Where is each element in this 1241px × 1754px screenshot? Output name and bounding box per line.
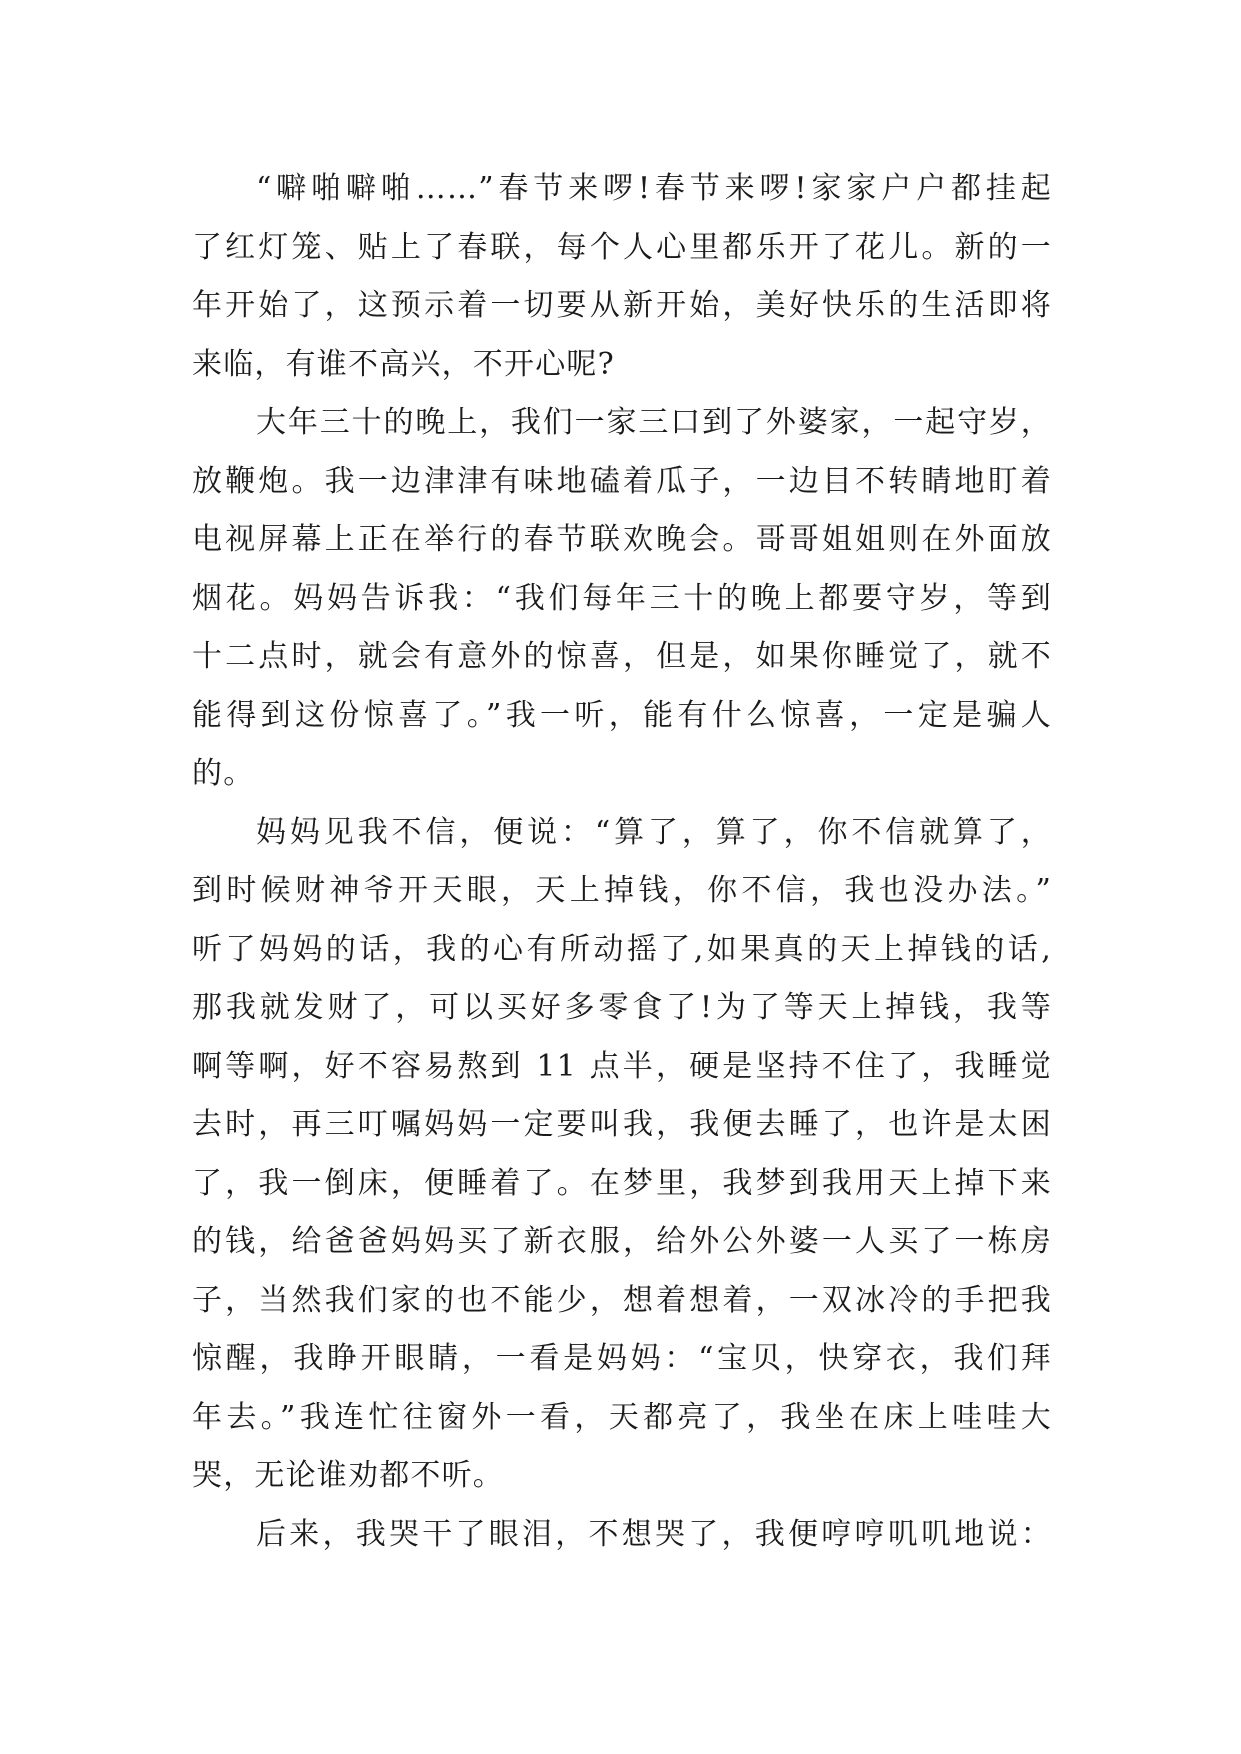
paragraph-1	[192, 160, 1052, 394]
paragraph-line: 十二点时，就会有意外的惊喜，但是，如果你睡觉了，就不	[192, 639, 1052, 674]
paragraph-line: 了红灯笼、贴上了春联，每个人心里都乐开了花儿。新的一	[192, 229, 1052, 265]
paragraph-line: 子，当然我们家的也不能少，想着想着，一双冰冷的手把我	[192, 1282, 1052, 1318]
paragraph-line: 去时，再三叮嘱妈妈一定要叫我，我便去睡了，也许是太困	[192, 1107, 1052, 1142]
paragraph-line: 了，我一倒床，便睡着了。在梦里，我梦到我用天上掉下来	[192, 1165, 1052, 1201]
paragraph-line: 啊等啊，好不容易熬到 11 点半，硬是坚持不住了，我睡觉	[192, 1048, 1052, 1084]
paragraph-4	[192, 1506, 1052, 1565]
paragraph-line: 哭，无论谁劝都不听。	[192, 1458, 504, 1493]
paragraph-line: 那我就发财了，可以买好多零食了!为了等天上掉钱，我等	[192, 990, 1052, 1025]
paragraph-2	[192, 394, 1052, 804]
paragraph-line: 惊醒，我睁开眼睛，一看是妈妈：“宝贝，快穿衣，我们拜	[192, 1341, 1052, 1376]
paragraph-line: 能得到这份惊喜了。”我一听，能有什么惊喜，一定是骗人	[192, 697, 1052, 733]
paragraph-line: 烟花。妈妈告诉我：“我们每年三十的晚上都要守岁，等到	[192, 580, 1052, 616]
paragraph-line: 年去。”我连忙往窗外一看，天都亮了，我坐在床上哇哇大	[192, 1399, 1052, 1435]
paragraph-line: 放鞭炮。我一边津津有味地磕着瓜子，一边目不转睛地盯着	[192, 463, 1052, 499]
paragraph-line: “噼啪噼啪……”春节来啰!春节来啰!家家户户都挂起	[256, 171, 1052, 206]
paragraph-line: 后来，我哭干了眼泪，不想哭了，我便哼哼叽叽地说：	[256, 1516, 1052, 1552]
paragraph-line: 听了妈妈的话，我的心有所动摇了,如果真的天上掉钱的话,	[192, 931, 1052, 967]
paragraph-line: 妈妈见我不信，便说：“算了，算了，你不信就算了，	[256, 814, 1052, 850]
paragraph-line: 年开始了，这预示着一切要从新开始，美好快乐的生活即将	[192, 288, 1052, 323]
paragraph-line: 到时候财神爷开天眼，天上掉钱，你不信，我也没办法。”	[192, 873, 1052, 908]
paragraph-line: 的钱，给爸爸妈妈买了新衣服，给外公外婆一人买了一栋房	[192, 1224, 1052, 1259]
paragraph-line: 大年三十的晚上，我们一家三口到了外婆家，一起守岁，	[256, 405, 1052, 440]
paragraph-line: 的。	[192, 756, 255, 791]
paragraph-3	[192, 804, 1052, 1506]
document-body	[192, 160, 1052, 1564]
paragraph-line: 电视屏幕上正在举行的春节联欢晚会。哥哥姐姐则在外面放	[192, 522, 1052, 557]
paragraph-line: 来临，有谁不高兴，不开心呢?	[192, 346, 615, 382]
